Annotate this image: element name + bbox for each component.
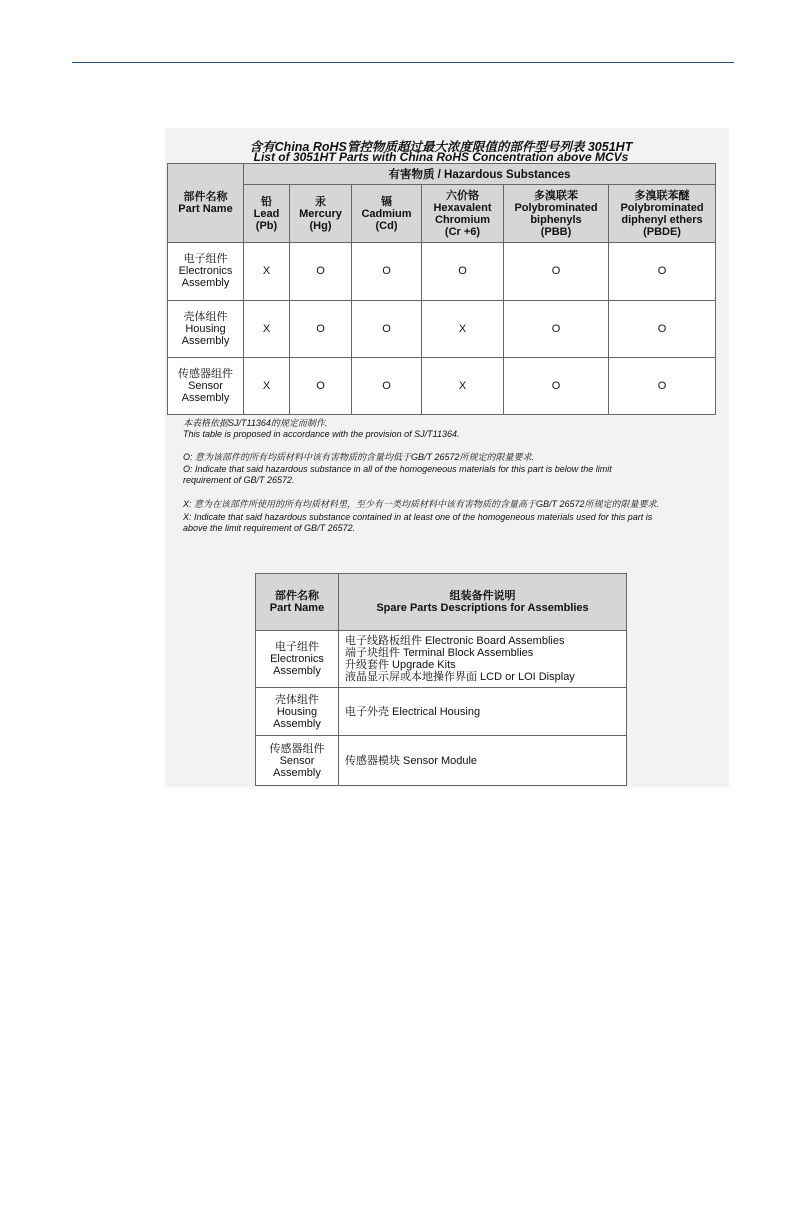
value-cell: O	[609, 357, 716, 414]
table-row	[168, 357, 716, 414]
part-name-cell: 电子组件 Electronics Assembly	[168, 243, 244, 300]
value-cell: O	[352, 243, 422, 300]
table-title-cn: 含有China RoHS管控物质超过最大浓度限值的部件型号列表 3051HT	[249, 140, 633, 154]
value-cell: X	[422, 300, 504, 357]
note-line: 本表格依据SJ/T11364的规定而制作.	[183, 418, 328, 428]
table-row	[256, 631, 627, 688]
substance-header: 六价铬 Hexavalent Chromium (Cr +6)	[422, 185, 504, 243]
substance-header: 多溴联苯 Polybrominated biphenyls (PBB)	[504, 185, 609, 243]
table-row	[256, 736, 627, 786]
note-line: above the limit requirement of GB/T 26572.	[183, 523, 356, 533]
value-cell: X	[244, 357, 290, 414]
substance-header: 铅 Lead (Pb)	[244, 185, 290, 243]
description-cell: 电子外壳 Electrical Housing	[339, 688, 627, 736]
table-row	[168, 300, 716, 357]
note-line: O: Indicate that said hazardous substance in all of the homogeneous materials for this part is below the limit	[183, 464, 612, 474]
table-title-en: List of 3051HT Parts with China RoHS Concentration above MCVs	[253, 150, 629, 164]
value-cell: X	[422, 357, 504, 414]
description-cell: 电子线路板组件 Electronic Board Assemblies 端子块组件 Terminal Block Assemblies 升级套件 Upgrade Kits 液晶显示屏或本地操作界面 LCD or LOI Display	[339, 631, 627, 688]
value-cell: O	[609, 300, 716, 357]
part-name-cell: 传感器组件 Sensor Assembly	[168, 357, 244, 414]
spare-parts-header: 组装备件说明 Spare Parts Descriptions for Assemblies	[339, 574, 627, 631]
spare-parts-table	[255, 573, 627, 786]
note-line: O: 意为该部件的所有均质材料中该有害物质的含量均低于GB/T 26572所规定的限量要求.	[183, 452, 535, 462]
note-line: requirement of GB/T 26572.	[183, 475, 295, 485]
header-rule	[72, 62, 734, 63]
value-cell: O	[290, 243, 352, 300]
value-cell: O	[352, 357, 422, 414]
description-cell: 传感器模块 Sensor Module	[339, 736, 627, 786]
value-cell: X	[244, 243, 290, 300]
substance-header: 汞 Mercury (Hg)	[290, 185, 352, 243]
value-cell: O	[609, 243, 716, 300]
note-line: X: 意为在该部件所使用的所有均质材料里，至少有一类均质材料中该有害物质的含量高于GB/T 26572所规定的限量要求.	[183, 499, 660, 509]
part-name-cell: 传感器组件 Sensor Assembly	[256, 736, 339, 786]
note-line: X: Indicate that said hazardous substance contained in at least one of the homogeneous materials used for this part is	[183, 512, 653, 522]
part-name-header: 部件名称 Part Name	[168, 164, 244, 243]
hazardous-substances-header: 有害物质 / Hazardous Substances	[244, 164, 716, 185]
value-cell: O	[290, 300, 352, 357]
substance-header: 镉 Cadmium (Cd)	[352, 185, 422, 243]
value-cell: O	[504, 300, 609, 357]
value-cell: O	[504, 357, 609, 414]
table-row	[168, 243, 716, 300]
part-name-cell: 壳体组件 Housing Assembly	[256, 688, 339, 736]
hazardous-substances-table	[167, 163, 716, 415]
value-cell: O	[352, 300, 422, 357]
part-name-cell: 电子组件 Electronics Assembly	[256, 631, 339, 688]
substance-header: 多溴联苯醚 Polybrominated diphenyl ethers (PBDE)	[609, 185, 716, 243]
part-name-header: 部件名称 Part Name	[256, 574, 339, 631]
table-row	[256, 688, 627, 736]
value-cell: O	[290, 357, 352, 414]
part-name-cell: 壳体组件 Housing Assembly	[168, 300, 244, 357]
note-line: This table is proposed in accordance with the provision of SJ/T11364.	[183, 429, 460, 439]
value-cell: O	[504, 243, 609, 300]
value-cell: X	[244, 300, 290, 357]
value-cell: O	[422, 243, 504, 300]
